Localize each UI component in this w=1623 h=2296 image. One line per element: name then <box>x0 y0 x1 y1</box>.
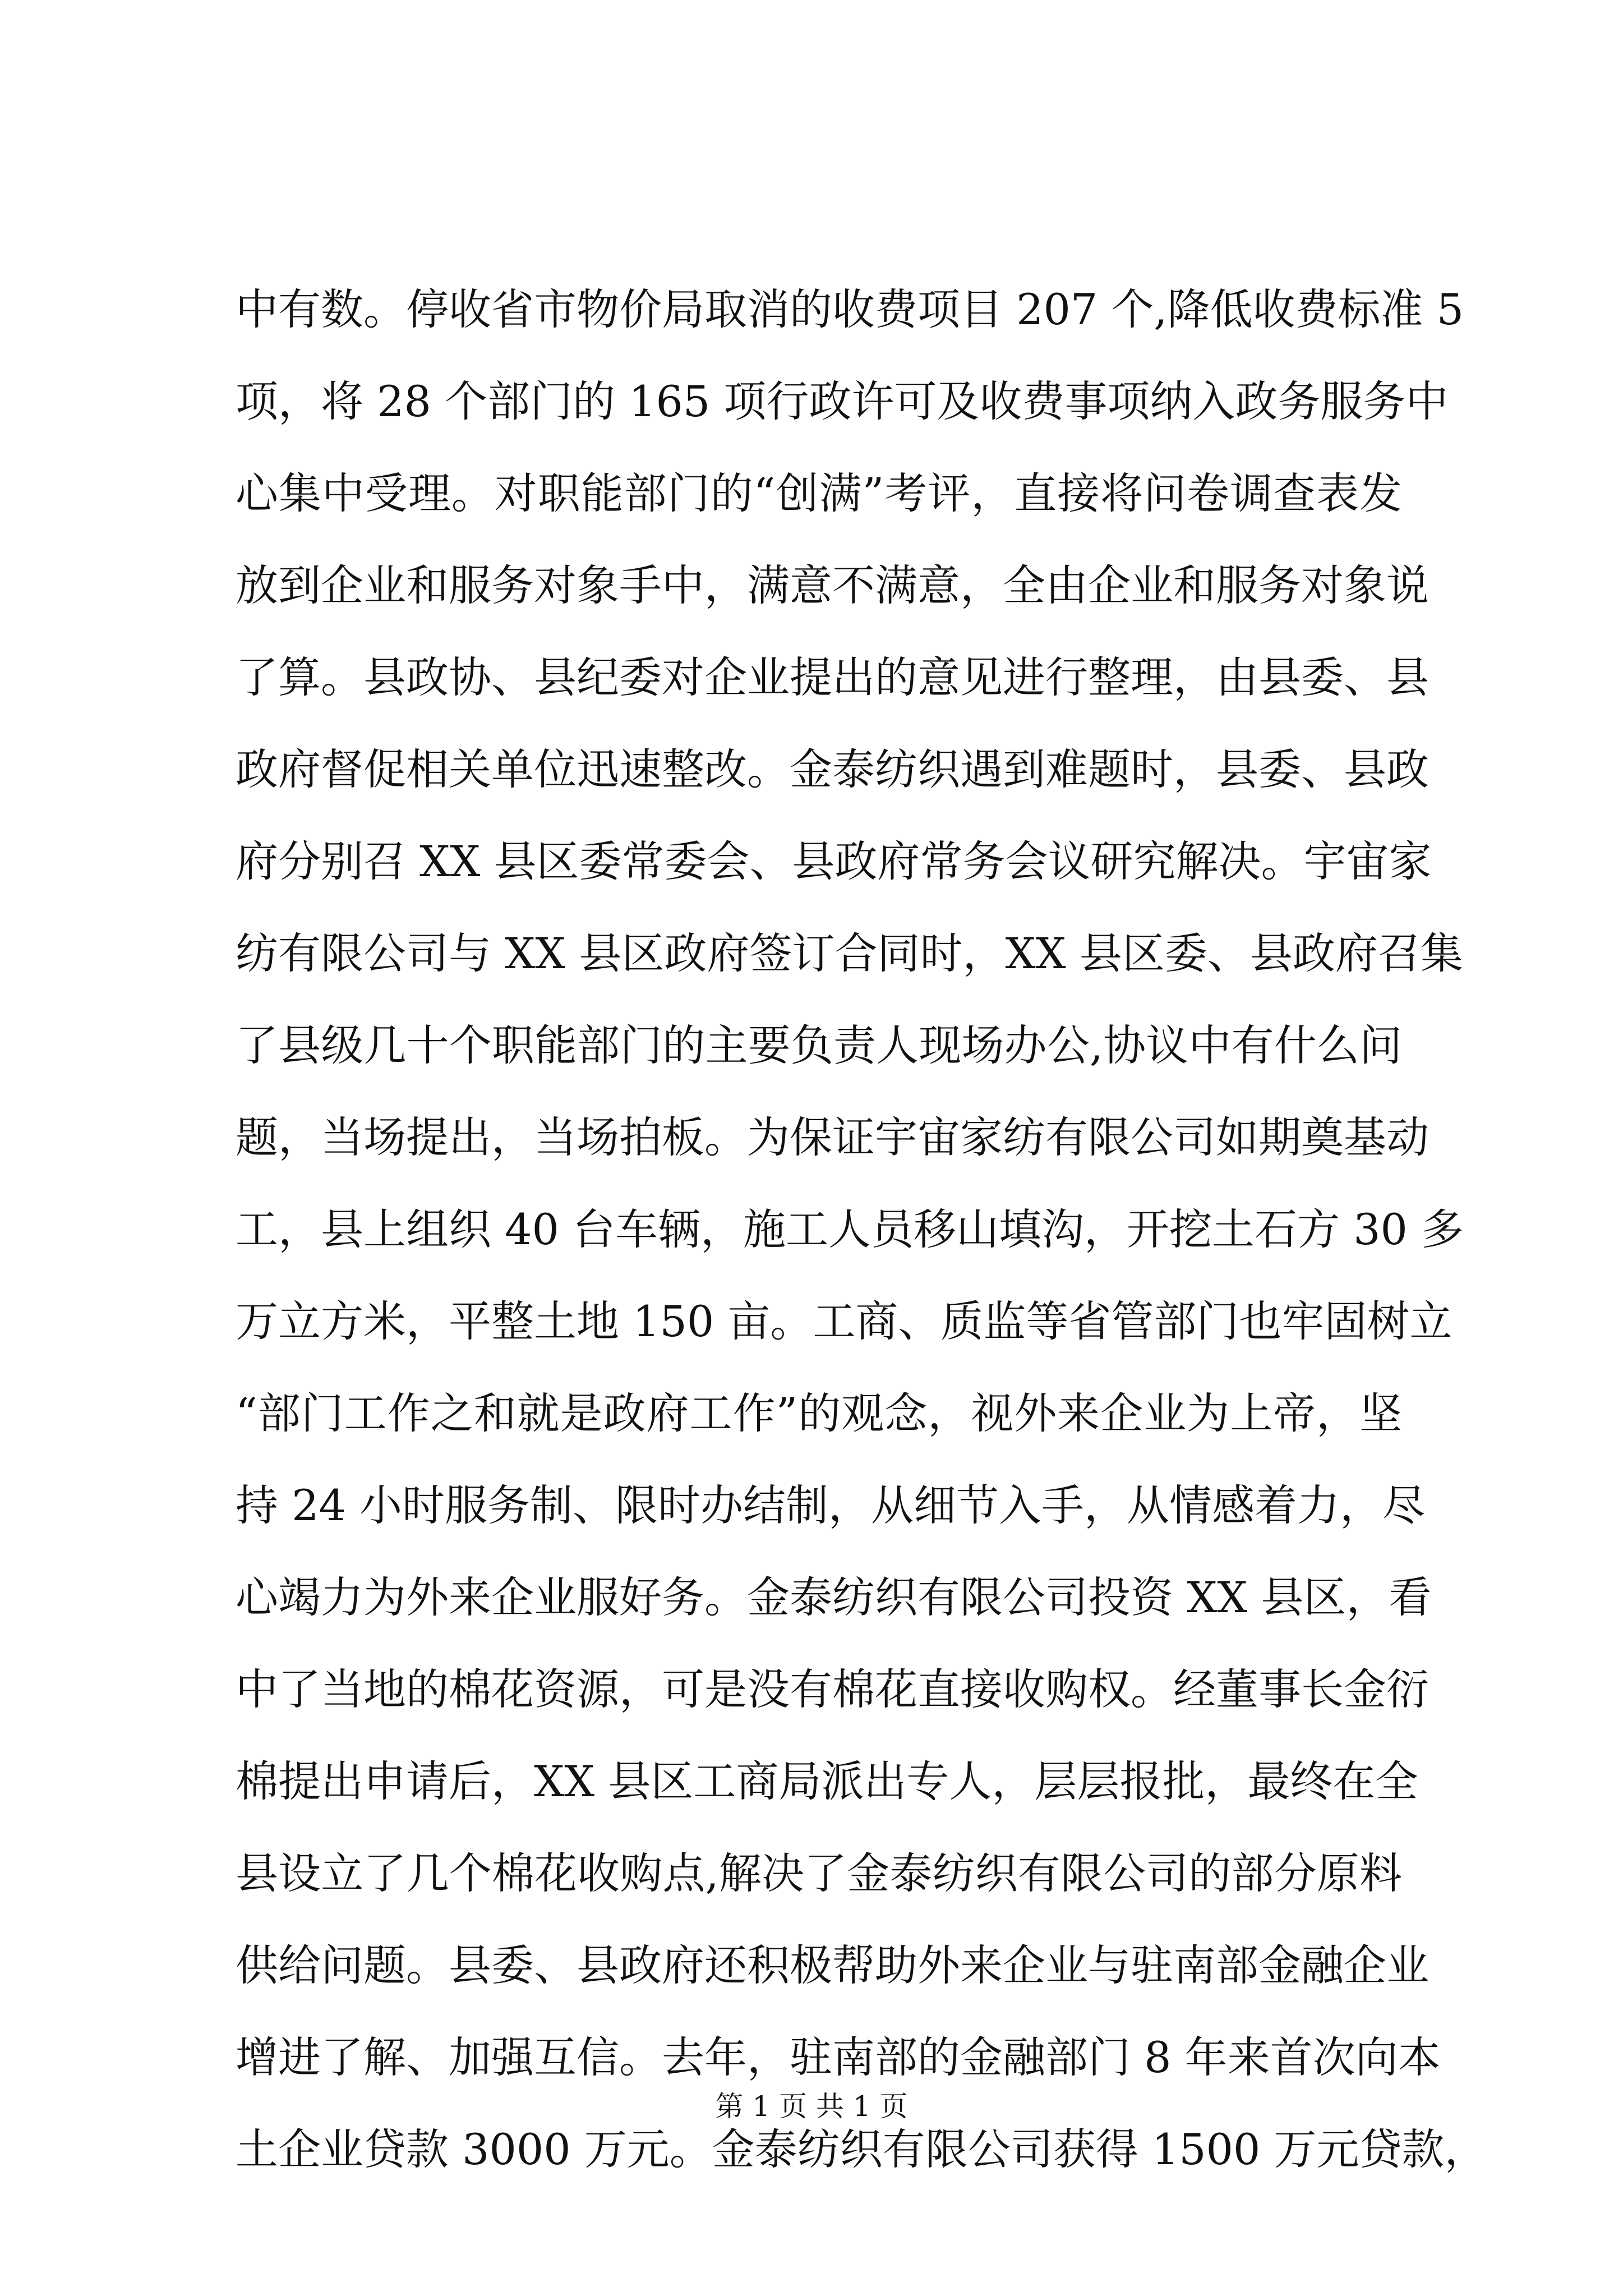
text-line: 放到企业和服务对象手中，满意不满意，全由企业和服务对象说 <box>236 560 1429 610</box>
text-line: 增进了解、加强互信。去年，驻南部的金融部门 8 年来首次向本 <box>236 2032 1441 2082</box>
text-line: 土企业贷款 3000 万元。金泰纺织有限公司获得 1500 万元贷款， <box>236 2124 1487 2174</box>
text-line: 万立方米，平整土地 150 亩。工商、质监等省管部门也牢固树立 <box>236 1296 1453 1346</box>
text-line: “部门工作之和就是政府工作”的观念，视外来企业为上帝，坚 <box>236 1388 1402 1438</box>
text-line: 县设立了几个棉花收购点,解决了金泰纺织有限公司的部分原料 <box>236 1848 1402 1898</box>
page-number-label: 第 1 页 共 1 页 <box>715 2090 908 2123</box>
text-line: 中了当地的棉花资源，可是没有棉花直接收购权。经董事长金衍 <box>236 1664 1429 1714</box>
text-line: 持 24 小时服务制、限时办结制，从细节入手，从情感着力，尽 <box>236 1480 1426 1530</box>
text-line: 心竭力为外来企业服好务。金泰纺织有限公司投资 XX 县区，看 <box>236 1572 1432 1622</box>
text-line: 了算。县政协、县纪委对企业提出的意见进行整理，由县委、县 <box>236 652 1429 702</box>
text-line: 棉提出申请后，XX 县区工商局派出专人，层层报批，最终在全 <box>236 1756 1418 1806</box>
text-line: 了县级几十个职能部门的主要负责人现场办公,协议中有什么问 <box>236 1020 1402 1070</box>
text-line: 供给问题。县委、县政府还积极帮助外来企业与驻南部金融企业 <box>236 1940 1429 1990</box>
page-footer <box>0 2087 1623 2126</box>
text-line: 中有数。停收省市物价局取消的收费项目 207 个,降低收费标准 5 <box>236 284 1464 334</box>
text-line: 项，将 28 个部门的 165 项行政许可及收费事项纳入政务服务中 <box>236 376 1449 426</box>
text-line: 政府督促相关单位迅速整改。金泰纺织遇到难题时，县委、县政 <box>236 744 1429 794</box>
body-text <box>236 264 1487 2196</box>
text-line: 工，县上组织 40 台车辆，施工人员移山填沟，开挖土石方 30 多 <box>236 1204 1464 1254</box>
text-line: 心集中受理。对职能部门的“创满”考评，直接将问卷调查表发 <box>236 468 1402 518</box>
text-line: 题，当场提出，当场拍板。为保证宇宙家纺有限公司如期奠基动 <box>236 1112 1429 1162</box>
text-line: 纺有限公司与 XX 县区政府签订合同时，XX 县区委、县政府召集 <box>236 928 1463 978</box>
text-line: 府分别召 XX 县区委常委会、县政府常务会议研究解决。宇宙家 <box>236 836 1432 886</box>
